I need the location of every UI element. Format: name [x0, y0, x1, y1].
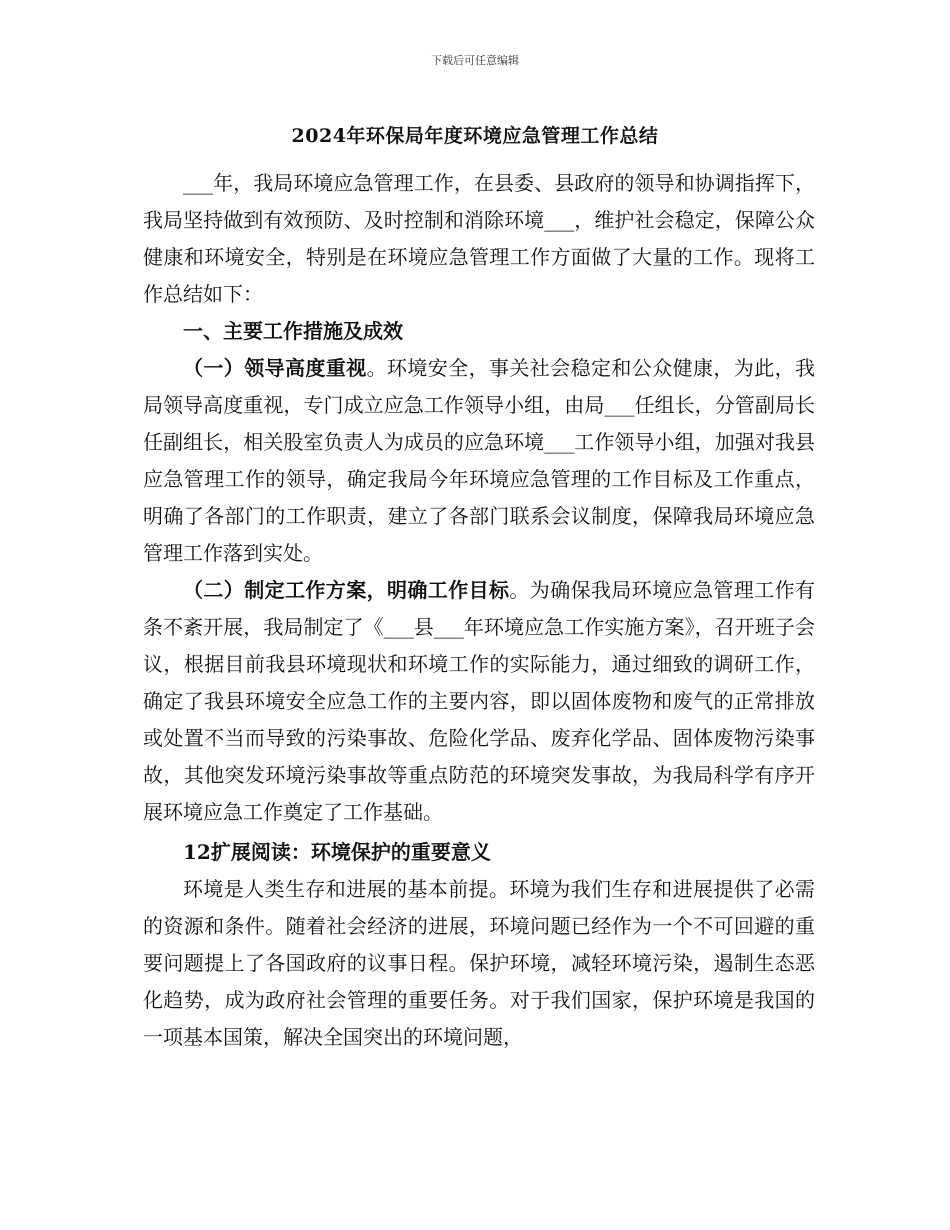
- item-text-work-plan: 。为确保我局环境应急管理工作有条不紊开展，我局制定了《___县___年环境应急工作实施方案》，召开班子会议，根据目前我县环境现状和环境工作的实际能力，通过细致的调研工作，确定了我县环境安全应急工作的主要内容，即以固体废物和废气的正常排放或处置不当而导致的污染事故、危险化学品、废弃化学品、固体废物污染事故，其他突发环境污染事故等重点防范的环境突发事故，为我局科学有序开展环境应急工作奠定了工作基础。: [143, 578, 816, 824]
- page-header-note: 下载后可任意编辑: [431, 54, 519, 67]
- section-heading-main-measures: 一、主要工作措施及成效: [183, 319, 403, 343]
- item-paragraph-work-plan: [143, 572, 815, 831]
- item-paragraph-leadership: [143, 350, 815, 572]
- intro-paragraph: ___年，我局环境应急管理工作，在县委、县政府的领导和协调指挥下，我局坚持做到有效预防、及时控制和消除环境___，维护社会稳定，保障公众健康和环境安全，特别是在环境应急管理工作方面做了大量的工作。现将工作总结如下：: [143, 171, 815, 306]
- item-lead-leadership: （一）领导高度重视: [183, 356, 367, 380]
- item-text-leadership: 。环境安全，事关社会稳定和公众健康，为此，我局领导高度重视，专门成立应急工作领导小组，由局___任组长，分管副局长任副组长，相关股室负责人为成员的应急环境___工作领导小组，加强对我县应急管理工作的领导，确定我局今年环境应急管理的工作目标及工作重点，明确了各部门的工作职责，建立了各部门联系会议制度，保障我局环境应急管理工作落到实处。: [143, 356, 816, 565]
- document-title: 2024年环保局年度环境应急管理工作总结: [291, 125, 659, 147]
- section-heading-extended-reading: 12扩展阅读：环境保护的重要意义: [183, 840, 491, 864]
- document-body: [143, 165, 815, 1056]
- extended-reading-paragraph: 环境是人类生存和进展的基本前提。环境为我们生存和进展提供了必需的资源和条件。随着社会经济的进展，环境问题已经作为一个不可回避的重要问题提上了各国政府的议事日程。保护环境，减轻环境污染，遏制生态恶化趋势，成为政府社会管理的重要任务。对于我们国家，保护环境是我国的一项基本国策，解决全国突出的环境问题，: [143, 877, 815, 1049]
- item-lead-work-plan: （二）制定工作方案，明确工作目标: [183, 578, 510, 602]
